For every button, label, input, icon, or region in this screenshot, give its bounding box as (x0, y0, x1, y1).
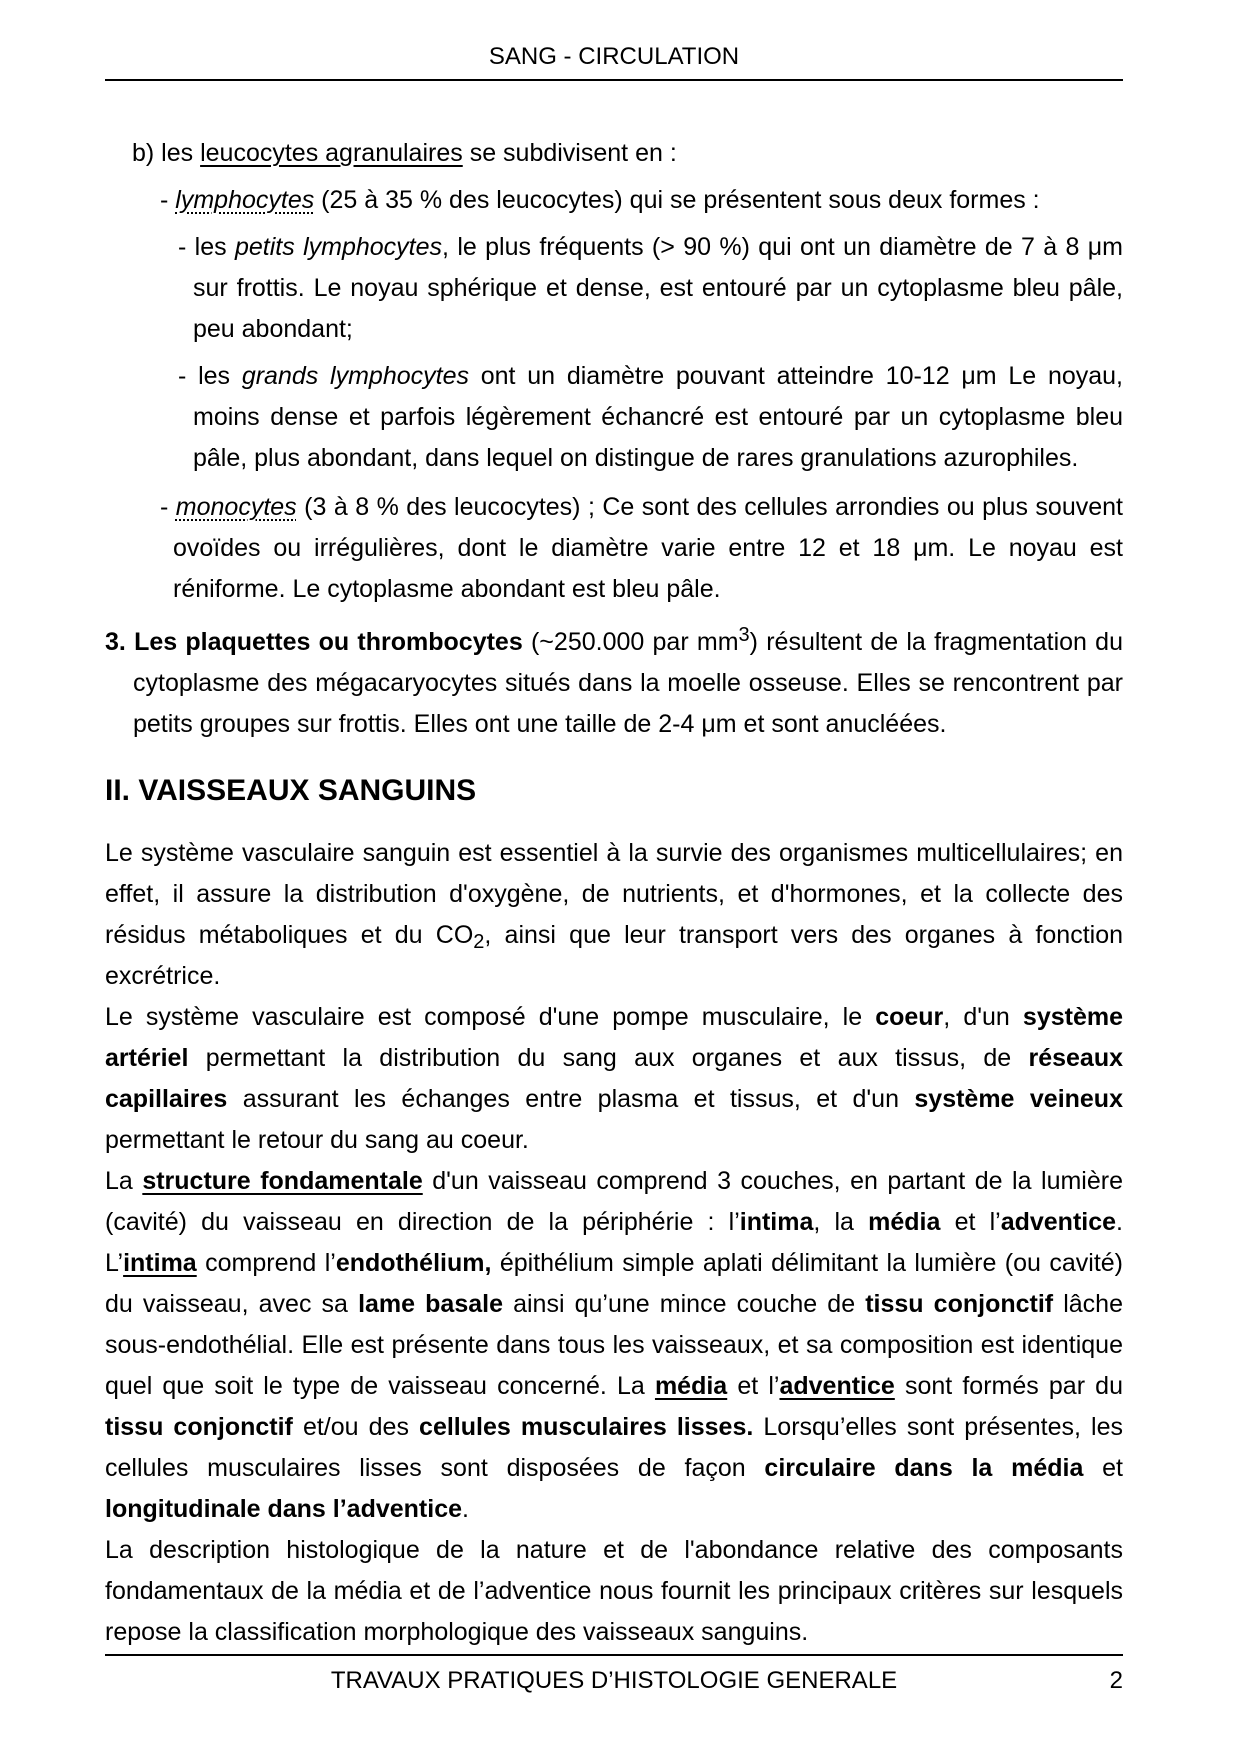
text-segment: Le système vasculaire sanguin est essentiel à la survie des organismes multicellulaires; en effet, il assure la distribution d'oxygène, de nutrients, et d'hormones, et la collecte des résidus métaboliques et du CO (105, 839, 1123, 949)
text-segment: lâche sous-endothélial. Elle est présente dans tous les vaisseaux, et sa composition est identique quel que soit le type de vaisseau concerné. La (105, 1290, 1123, 1400)
text-segment: tissu conjonctif (865, 1290, 1054, 1318)
text-segment: lame basale (358, 1290, 503, 1318)
text-segment: tissu conjonctif (105, 1413, 293, 1441)
list-item-grands-lymphocytes (105, 356, 1123, 479)
text-segment: . L’ (105, 1208, 1123, 1277)
text-segment: leucocytes agranulaires (200, 139, 463, 167)
text-segment: adventice (779, 1372, 895, 1400)
text-segment: adventice (1000, 1208, 1117, 1236)
text-segment: et/ou des (292, 1413, 420, 1441)
text-segment: système veineux (914, 1085, 1123, 1113)
text-segment: épithélium simple aplati délimitant la lumière (ou cavité) du vaisseau, avec sa (105, 1249, 1123, 1318)
text-segment: intima (739, 1208, 814, 1236)
text-segment: monocytes (175, 493, 297, 521)
text-segment: média (654, 1372, 728, 1400)
text-segment: - (160, 186, 176, 214)
list-item-leucocytes-agranulaires (105, 133, 1123, 174)
text-segment: se subdivisent en : (462, 139, 677, 167)
list-item-monocytes (105, 487, 1123, 610)
text-segment: et l’ (727, 1372, 780, 1400)
text-segment: cellules musculaires lisses. (419, 1413, 754, 1441)
text-segment: grands lymphocytes (241, 362, 469, 390)
text-segment: ont un diamètre pouvant atteindre 10-12 μm Le noyau, moins dense et parfois légèrement échancré est entouré par un cytoplasme bleu pâle, plus abondant, dans lequel on distingue de rares granulations azurophiles. (193, 362, 1123, 472)
text-segment: comprend l’ (196, 1249, 336, 1277)
text-segment: 3 (738, 624, 750, 646)
text-segment: - les (178, 233, 235, 261)
paragraph-structure-fondamentale (105, 1161, 1123, 1530)
header-rule (105, 79, 1123, 81)
paragraph-plaquettes-thrombocytes (105, 622, 1123, 745)
text-segment: longitudinale dans l’adventice (105, 1495, 463, 1523)
text-segment: média (868, 1208, 941, 1236)
text-segment: lymphocytes (175, 186, 315, 214)
text-segment: permettant la distribution du sang aux organes et aux tissus, de (188, 1044, 1029, 1072)
text-segment: permettant le retour du sang au coeur. (105, 1126, 529, 1154)
section-heading-vaisseaux-sanguins: II. VAISSEAUX SANGUINS (105, 774, 477, 807)
text-segment: d'un vaisseau comprend 3 couches, en partant de la lumière (cavité) du vaisseau en direction de la périphérie : l’ (105, 1167, 1123, 1236)
text-segment: structure fondamentale (142, 1167, 423, 1195)
text-segment: 3. Les plaquettes ou thrombocytes (105, 628, 523, 656)
text-segment: , la (813, 1208, 869, 1236)
list-item-lymphocytes (105, 180, 1123, 221)
paragraph-systeme-vasculaire-composition (105, 997, 1123, 1161)
page-number: 2 (1109, 1667, 1123, 1694)
text-segment: (3 à 8 % des leucocytes) ; Ce sont des cellules arrondies ou plus souvent ovoïdes ou irrégulières, dont le diamètre varie entre 12 et 18 μm. Le noyau est réniforme. Le cytoplasme abondant est bleu pâle. (173, 493, 1123, 603)
text-segment: Lorsqu’elles sont présentes, les cellules musculaires lisses sont disposées de façon (105, 1413, 1124, 1482)
page-footer-row (105, 1668, 1123, 1694)
list-item-petits-lymphocytes (105, 227, 1123, 350)
text-segment: assurant les échanges entre plasma et tissus, et d'un (227, 1085, 915, 1113)
text-segment: et l’ (940, 1208, 1001, 1236)
text-segment: , d'un (943, 1003, 1023, 1031)
text-segment: La (105, 1167, 143, 1195)
page-footer (105, 1654, 1123, 1694)
text-segment: ainsi qu’une mince couche de (502, 1290, 866, 1318)
text-segment: , le plus fréquents (> 90 %) qui ont un diamètre de 7 à 8 μm sur frottis. Le noyau sphérique et dense, est entouré par un cytoplasme bleu pâle, peu abondant; (193, 233, 1123, 343)
text-segment: b) les (132, 139, 201, 167)
text-segment: circulaire dans la média (764, 1454, 1084, 1482)
paragraph-systeme-vasculaire-intro (105, 833, 1123, 997)
text-segment: . (462, 1495, 469, 1523)
text-segment: endothélium, (335, 1249, 492, 1277)
text-segment: sont formés par du (894, 1372, 1123, 1400)
text-segment: petits lymphocytes (234, 233, 443, 261)
text-segment: réseaux capillaires (105, 1044, 1123, 1113)
text-segment: (~250.000 par mm (522, 628, 739, 656)
text-segment: système artériel (105, 1003, 1123, 1072)
page-footer-title: TRAVAUX PRATIQUES D’HISTOLOGIE GENERALE (330, 1667, 898, 1694)
paragraph-description-histologique (105, 1530, 1123, 1653)
page-header-title: SANG - CIRCULATION (488, 43, 740, 70)
text-segment: , ainsi que leur transport vers des organes à fonction excrétrice. (105, 921, 1123, 990)
text-segment: et (1083, 1454, 1123, 1482)
text-segment: Le système vasculaire est composé d'une pompe musculaire, le (105, 1003, 876, 1031)
text-segment: (25 à 35 % des leucocytes) qui se présentent sous deux formes : (314, 186, 1040, 214)
text-segment: La description histologique de la nature et de l'abondance relative des composants fondamentaux de la média et de l’adventice nous fournit les principaux critères sur lesquels repose la classification morphologique des vaisseaux sanguins. (105, 1536, 1123, 1646)
text-segment: - les (178, 362, 242, 390)
page-header (105, 44, 1123, 81)
text-segment: intima (123, 1249, 197, 1277)
text-segment: 2 (473, 931, 485, 953)
text-segment: coeur (875, 1003, 944, 1031)
text-segment: - (160, 493, 176, 521)
text-segment: ) résultent de la fragmentation du cytoplasme des mégacaryocytes situés dans la moelle osseuse. Elles se rencontrent par petits groupes sur frottis. Elles ont une taille de 2-4 μm et sont anucléées. (133, 628, 1123, 738)
